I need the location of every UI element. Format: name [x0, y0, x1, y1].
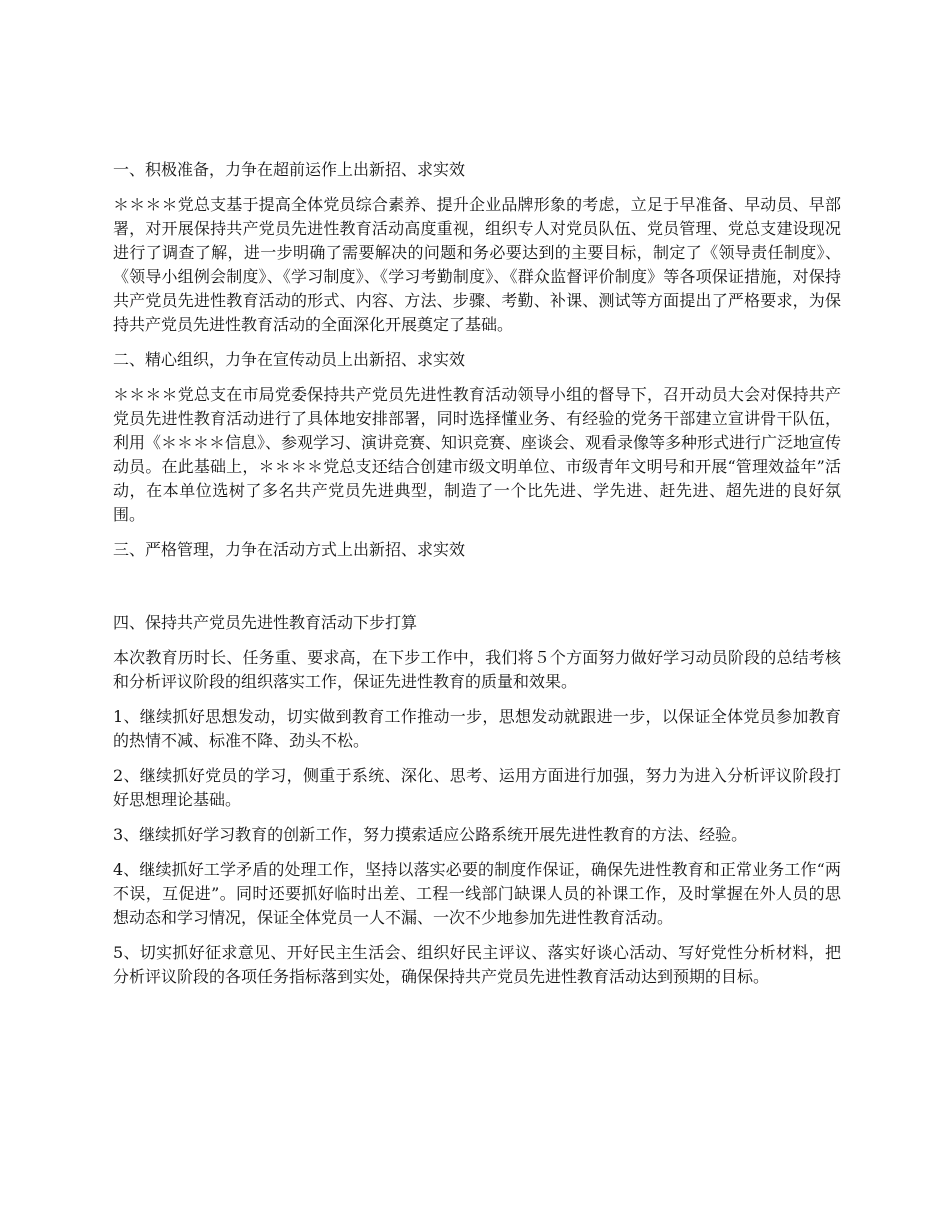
section-2-paragraph: ＊＊＊＊党总支在市局党委保持共产党员先进性教育活动领导小组的督导下，召开动员大会对保持共产党员先进性教育活动进行了具体地安排部署，同时选择懂业务、有经验的党务干部建立宣讲骨干队伍，利用《＊＊＊＊信息》、参观学习、演讲竞赛、知识竞赛、座谈会、观看录像等多种形式进行广泛地宣传动员。在此基础上，＊＊＊＊党总支还结合创建市级文明单位、市级青年文明号和开展“管理效益年”活动，在本单位选树了多名共产党员先进典型，制造了一个比先进、学先进、赶先进、超先进的良好氛围。	[113, 385, 842, 524]
section-gap	[113, 573, 841, 611]
list-item: 2、继续抓好党员的学习，侧重于系统、深化、思考、运用方面进行加强，努力为进入分析评议阶段打好思想理论基础。	[113, 766, 841, 809]
list-item: 1、继续抓好思想发动，切实做到教育工作推动一步，思想发动就跟进一步，以保证全体党员参加教育的热情不减、标准不降、劲头不松。	[113, 707, 841, 750]
section-4-intro: 本次教育历时长、任务重、要求高，在下步工作中，我们将５个方面努力做好学习动员阶段的总结考核和分析评议阶段的组织落实工作，保证先进性教育的质量和效果。	[113, 648, 841, 691]
list-item: 4、继续抓好工学矛盾的处理工作，坚持以落实必要的制度作保证，确保先进性教育和正常业务工作“两不误，互促进”。同时还要抓好临时出差、工程一线部门缺课人员的补课工作，及时掌握在外人员的思想动态和学习情况，保证全体党员一人不漏、一次不少地参加先进性教育活动。	[113, 860, 841, 927]
section-3-heading: 三、严格管理，力争在活动方式上出新招、求实效	[113, 540, 466, 559]
section-4-heading: 四、保持共产党员先进性教育活动下步打算	[113, 613, 418, 632]
document-body	[113, 158, 841, 1000]
section-2-heading: 二、精心组织，力争在宣传动员上出新招、求实效	[113, 350, 466, 369]
list-item: 5、切实抓好征求意见、开好民主生活会、组织好民主评议、落实好谈心活动、写好党性分析材料，把分析评议阶段的各项任务指标落到实处，确保保持共产党员先进性教育活动达到预期的目标。	[113, 943, 841, 986]
section-1-paragraph: ＊＊＊＊党总支基于提高全体党员综合素养、提升企业品牌形象的考虑，立足于早准备、早动员、早部署，对开展保持共产党员先进性教育活动高度重视，组织专人对党员队伍、党员管理、党总支建设现况进行了调查了解，进一步明确了需要解决的问题和务必要达到的主要目标，制定了《领导责任制度》、《领导小组例会制度》、《学习制度》、《学习考勤制度》、《群众监督评价制度》等各项保证措施，对保持共产党员先进性教育活动的形式、内容、方法、步骤、考勤、补课、测试等方面提出了严格要求，为保持共产党员先进性教育活动的全面深化开展奠定了基础。	[113, 195, 841, 334]
section-1-heading: 一、积极准备，力争在超前运作上出新招、求实效	[113, 160, 466, 179]
list-item: 3、继续抓好学习教育的创新工作，努力摸索适应公路系统开展先进性教育的方法、经验。	[113, 825, 748, 844]
